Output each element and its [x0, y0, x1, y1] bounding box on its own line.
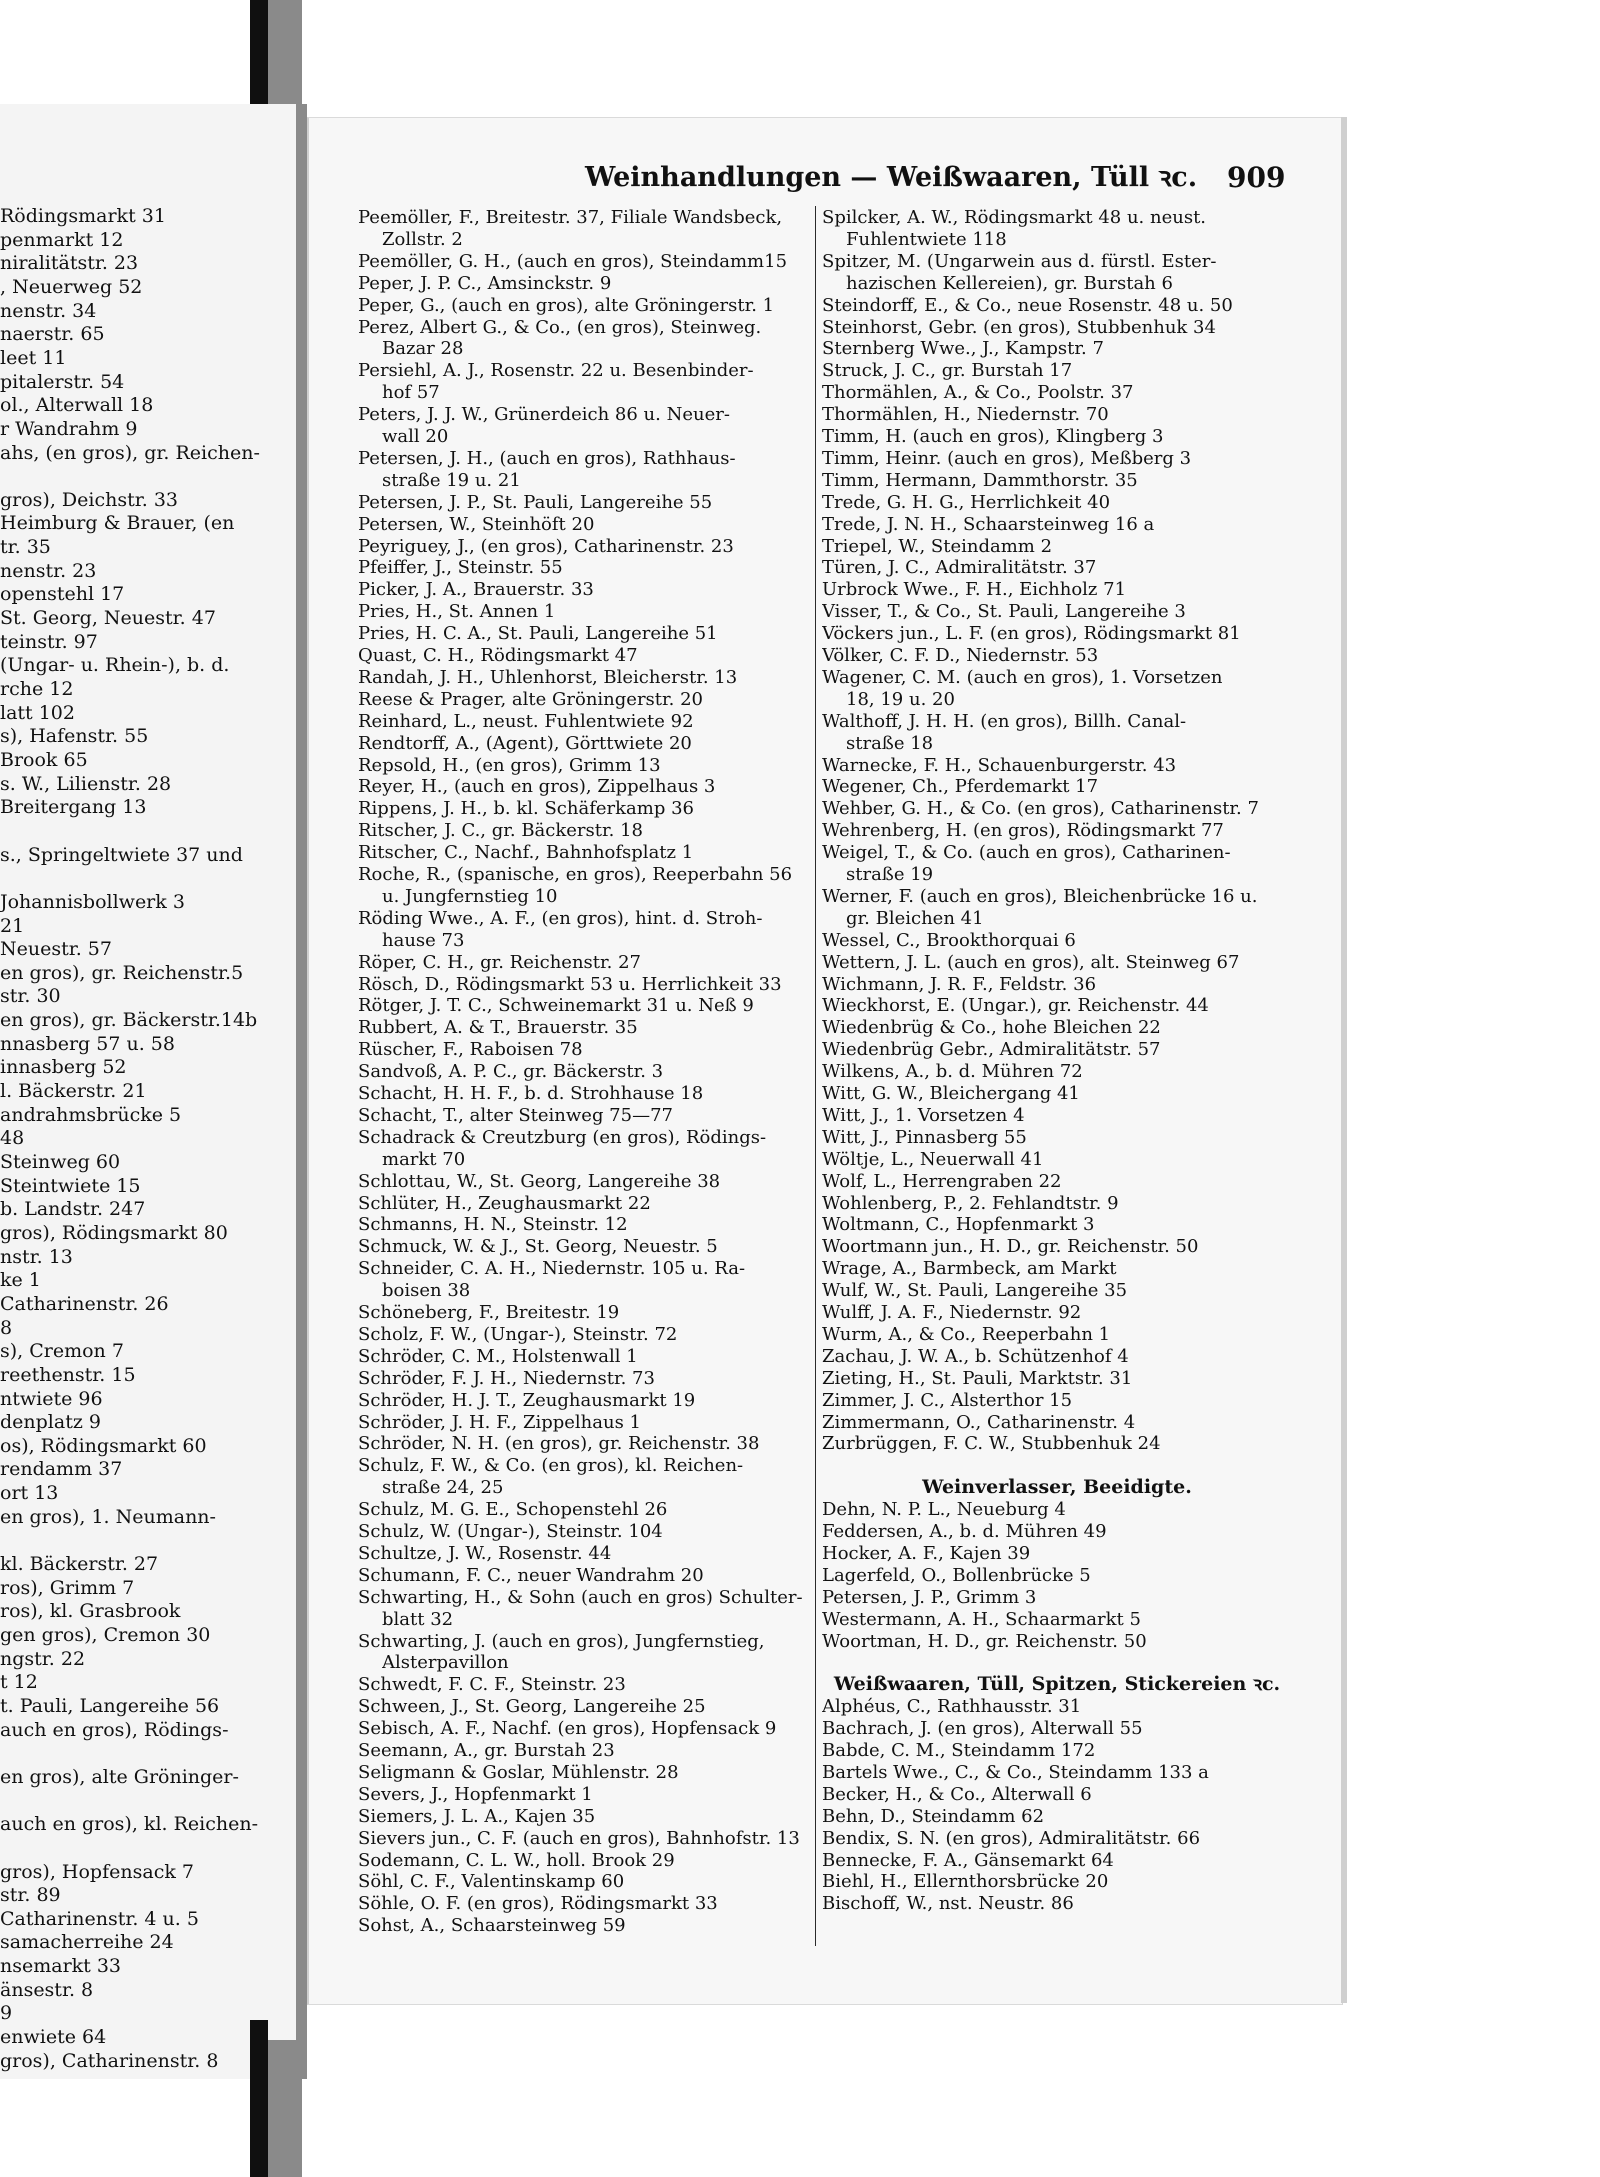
left-page-line: (Ungar- u. Rhein-), b. d.	[0, 654, 230, 677]
directory-entry: Quast, C. H., Rödingsmarkt 47	[358, 645, 638, 666]
directory-entry: Sandvoß, A. P. C., gr. Bäckerstr. 3	[358, 1061, 664, 1083]
directory-entry: Bachrach, J. (en gros), Alterwall 55	[822, 1718, 1143, 1740]
directory-entry: Wolf, L., Herrengraben 22	[822, 1170, 1062, 1192]
directory-entry: Bendix, S. N. (en gros), Admiralitätstr. 66	[822, 1827, 1201, 1849]
left-page-line: nenstr. 34	[0, 299, 97, 322]
directory-entry: Schröder, N. H. (en gros), gr. Reichenstr. 38	[358, 1433, 760, 1455]
left-page-line: Breitergang 13	[0, 796, 147, 819]
left-page-line: t. Pauli, Langereihe 56	[0, 1694, 220, 1717]
left-page-line: ol., Alterwall 18	[0, 394, 154, 417]
left-page-line: samacherreihe 24	[0, 1931, 174, 1954]
left-page-line: Steintwiete 15	[0, 1174, 141, 1197]
directory-entry: Peper, G., (auch en gros), alte Gröningerstr. 1	[358, 294, 775, 316]
left-page-line: en gros), 1. Neumann-	[0, 1505, 216, 1528]
directory-entry: Feddersen, A., b. d. Mühren 49	[822, 1521, 1107, 1542]
directory-entry: Reese & Prager, alte Gröningerstr. 20	[358, 688, 703, 710]
left-page-line: enwiete 64	[0, 2026, 107, 2049]
directory-entry: Steindorff, E., & Co., neue Rosenstr. 48 u. 50	[822, 294, 1233, 316]
directory-entry: Schacht, H. H. F., b. d. Strohhause 18	[358, 1083, 704, 1104]
directory-entry: Sternberg Wwe., J., Kampstr. 7	[822, 338, 1104, 360]
directory-entry: Fuhlentwiete 118	[846, 228, 1007, 250]
directory-entry: Peyriguey, J., (en gros), Catharinenstr. 23	[358, 535, 734, 557]
left-page-line: rche 12	[0, 678, 74, 700]
directory-entry: Thormählen, A., & Co., Poolstr. 37	[822, 382, 1134, 404]
directory-entry: Wehber, G. H., & Co. (en gros), Catharinenstr. 7	[822, 798, 1259, 820]
directory-entry: Wessel, C., Brookthorquai 6	[822, 929, 1076, 951]
left-page-line: Catharinenstr. 26	[0, 1292, 169, 1315]
directory-entry: Petersen, J. P., Grimm 3	[822, 1586, 1037, 1608]
left-page-line: openstehl 17	[0, 583, 125, 606]
directory-entry: Petersen, W., Steinhöft 20	[358, 513, 595, 535]
left-page-line: auch en gros), kl. Reichen-	[0, 1813, 259, 1836]
left-page-line: 8	[0, 1316, 13, 1339]
directory-entry: Zollstr. 2	[382, 228, 463, 250]
directory-entry: Wegener, Ch., Pferdemarkt 17	[822, 776, 1099, 798]
left-page-line: nenstr. 23	[0, 559, 97, 582]
directory-entry: Wöltje, L., Neuerwall 41	[822, 1148, 1044, 1170]
directory-entry: Schulz, F. W., & Co. (en gros), kl. Reichen-	[358, 1455, 744, 1477]
directory-entry: Bazar 28	[382, 338, 464, 360]
directory-entry: Schumann, F. C., neuer Wandrahm 20	[358, 1564, 704, 1586]
directory-entry: Schröder, F. J. H., Niedernstr. 73	[358, 1367, 655, 1389]
directory-entry: Alsterpavillon	[382, 1652, 509, 1674]
left-page-line: Heimburg & Brauer, (en	[0, 512, 235, 535]
left-page-line: Steinweg 60	[0, 1151, 121, 1173]
directory-entry: Schmuck, W. & J., St. Georg, Neuestr. 5	[358, 1236, 718, 1258]
directory-entry: Perez, Albert G., & Co., (en gros), Steinweg.	[358, 316, 762, 338]
directory-entry: Bischoff, W., nst. Neustr. 86	[822, 1893, 1074, 1915]
directory-entry: Trede, G. H. G., Herrlichkeit 40	[822, 491, 1111, 513]
binding-shadow-top	[250, 0, 268, 104]
directory-entry: Dehn, N. P. L., Neueburg 4	[822, 1499, 1066, 1521]
left-page-line: nstr. 13	[0, 1245, 73, 1268]
directory-entry: Wrage, A., Barmbeck, am Markt	[822, 1258, 1117, 1280]
directory-entry: Urbrock Wwe., F. H., Eichholz 71	[822, 579, 1127, 601]
left-page-line: latt 102	[0, 701, 75, 724]
directory-entry: Schlüter, H., Zeughausmarkt 22	[358, 1192, 651, 1214]
column-divider	[815, 206, 816, 1946]
left-page-line: Neuestr. 57	[0, 938, 112, 961]
left-page-line: en gros), gr. Reichenstr.5	[0, 961, 244, 984]
left-page-line: , Neuerweg 52	[0, 275, 143, 298]
left-page-line: s. W., Lilienstr. 28	[0, 772, 172, 795]
left-page-line: s), Cremon 7	[0, 1340, 124, 1363]
directory-entry: Rubbert, A. & T., Brauerstr. 35	[358, 1017, 638, 1039]
directory-entry: Witt, G. W., Bleichergang 41	[822, 1083, 1080, 1104]
page-edge-shadow	[1341, 117, 1347, 2003]
directory-entry: Röper, C. H., gr. Reichenstr. 27	[358, 951, 641, 973]
directory-entry: Pfeiffer, J., Steinstr. 55	[358, 557, 563, 579]
directory-entry: Rüscher, F., Raboisen 78	[358, 1039, 583, 1061]
directory-entry: Türen, J. C., Admiralitätstr. 37	[822, 557, 1097, 579]
left-page-line: s., Springeltwiete 37 und	[0, 843, 243, 866]
directory-entry: Witt, J., Pinnasberg 55	[822, 1126, 1027, 1148]
left-page-line: ahs, (en gros), gr. Reichen-	[0, 441, 260, 464]
directory-entry: Wurm, A., & Co., Reeperbahn 1	[822, 1323, 1111, 1345]
directory-entry: Wulff, J. A. F., Niedernstr. 92	[822, 1302, 1082, 1323]
left-page-line: str. 89	[0, 1884, 61, 1907]
directory-entry: Schadrack & Creutzburg (en gros), Rödings-	[358, 1126, 767, 1148]
left-page-line: en gros), gr. Bäckerstr.14b	[0, 1009, 258, 1032]
binding-gutter-top	[268, 0, 302, 104]
left-page-line: gros), Catharinenstr. 8	[0, 2049, 219, 2072]
directory-entry: Zachau, J. W. A., b. Schützenhof 4	[822, 1345, 1129, 1367]
directory-entry: Pries, H., St. Annen 1	[358, 601, 556, 623]
directory-entry: Sodemann, C. L. W., holl. Brook 29	[358, 1849, 675, 1871]
directory-entry	[822, 1454, 1292, 1477]
directory-entry: Zurbrüggen, F. C. W., Stubbenhuk 24	[822, 1433, 1161, 1455]
directory-entry: Sievers jun., C. F. (auch en gros), Bahnhofstr. 13	[358, 1827, 800, 1849]
directory-entry: Severs, J., Hopfenmarkt 1	[358, 1783, 593, 1805]
directory-column-right	[822, 206, 1292, 1946]
directory-entry: markt 70	[382, 1148, 466, 1170]
left-page-line: 48	[0, 1127, 25, 1150]
directory-entry: Rösch, D., Rödingsmarkt 53 u. Herrlichkeit 33	[358, 973, 782, 995]
directory-entry: Zimmer, J. C., Alsterthor 15	[822, 1389, 1073, 1411]
left-page-line: nsemarkt 33	[0, 1955, 122, 1978]
directory-entry: Scholz, F. W., (Ungar-), Steinstr. 72	[358, 1323, 678, 1345]
left-page-line: t 12	[0, 1671, 38, 1694]
section-heading: Weißwaaren, Tüll, Spitzen, Stickereien ꝛc.	[833, 1673, 1281, 1696]
directory-entry: Zimmermann, O., Catharinenstr. 4	[822, 1411, 1136, 1433]
directory-entry: Westermann, A. H., Schaarmarkt 5	[822, 1608, 1141, 1630]
left-page-line: gros), Deichstr. 33	[0, 488, 178, 511]
directory-entry: boisen 38	[382, 1280, 471, 1302]
left-page-line: b. Landstr. 247	[0, 1198, 146, 1221]
directory-entry: gr. Bleichen 41	[846, 907, 984, 929]
directory-entry: Triepel, W., Steindamm 2	[822, 535, 1053, 557]
directory-entry: straße 19	[846, 864, 934, 885]
directory-entry: wall 20	[382, 426, 449, 447]
left-page-fragment	[0, 104, 296, 2079]
directory-entry: Peemöller, F., Breitestr. 37, Filiale Wandsbeck,	[358, 207, 783, 228]
left-page-line: gros), Rödingsmarkt 80	[0, 1221, 228, 1244]
left-page-line: denplatz 9	[0, 1411, 101, 1434]
directory-entry: Hocker, A. F., Kajen 39	[822, 1542, 1031, 1564]
directory-entry: Söhle, O. F. (en gros), Rödingsmarkt 33	[358, 1893, 718, 1915]
directory-entry: Woortman, H. D., gr. Reichenstr. 50	[822, 1630, 1147, 1652]
directory-entry: Woortmann jun., H. D., gr. Reichenstr. 50	[822, 1236, 1199, 1258]
directory-entry: Wehrenberg, H. (en gros), Rödingsmarkt 77	[822, 820, 1224, 842]
directory-entry: Petersen, J. H., (auch en gros), Rathhaus-	[358, 447, 736, 469]
directory-entry: Randah, J. H., Uhlenhorst, Bleicherstr. 13	[358, 666, 738, 688]
directory-entry: Peters, J. J. W., Grünerdeich 86 u. Neuer-	[358, 404, 730, 426]
left-page-line: reethenstr. 15	[0, 1363, 136, 1386]
directory-entry: Babde, C. M., Steindamm 172	[822, 1740, 1096, 1761]
directory-entry: Wiedenbrüg & Co., hohe Bleichen 22	[822, 1017, 1161, 1039]
directory-entry: Petersen, J. P., St. Pauli, Langereihe 55	[358, 491, 713, 513]
directory-entry: Picker, J. A., Brauerstr. 33	[358, 579, 594, 601]
left-page-line: en gros), alte Gröninger-	[0, 1765, 239, 1788]
directory-entry: Vöckers jun., L. F. (en gros), Rödingsmarkt 81	[822, 623, 1241, 645]
directory-entry: Schween, J., St. Georg, Langereihe 25	[358, 1696, 706, 1718]
directory-entry: Alphéus, C., Rathhausstr. 31	[822, 1696, 1082, 1718]
left-page-line: 9	[0, 2002, 13, 2025]
left-page-line: gen gros), Cremon 30	[0, 1624, 211, 1646]
left-page-line: tr. 35	[0, 536, 51, 559]
directory-entry: Spitzer, M. (Ungarwein aus d. fürstl. Ester-	[822, 250, 1217, 272]
directory-entry: Schröder, H. J. T., Zeughausmarkt 19	[358, 1389, 696, 1411]
directory-entry: hof 57	[382, 382, 440, 404]
left-page-line: 21	[0, 914, 25, 937]
left-page-line: Johannisbollwerk 3	[0, 890, 185, 913]
left-page-line: kl. Bäckerstr. 27	[0, 1553, 159, 1576]
directory-entry: Schröder, C. M., Holstenwall 1	[358, 1345, 638, 1367]
directory-entry: Visser, T., & Co., St. Pauli, Langereihe 3	[822, 601, 1186, 623]
left-page-line: s), Hafenstr. 55	[0, 725, 149, 748]
directory-entry: Wiedenbrüg Gebr., Admiralitätstr. 57	[822, 1039, 1161, 1061]
left-page-line: Catharinenstr. 4 u. 5	[0, 1907, 199, 1930]
directory-entry: Wettern, J. L. (auch en gros), alt. Steinweg 67	[822, 951, 1240, 973]
directory-entry: Rendtorff, A., (Agent), Görttwiete 20	[358, 732, 692, 754]
left-page-line: r Wandrahm 9	[0, 417, 138, 440]
directory-entry: Schulz, M. G. E., Schopenstehl 26	[358, 1499, 668, 1521]
directory-entry: Persiehl, A. J., Rosenstr. 22 u. Besenbinder-	[358, 360, 754, 382]
left-page-line: gros), Hopfensack 7	[0, 1860, 194, 1883]
directory-entry: Witt, J., 1. Vorsetzen 4	[822, 1104, 1025, 1126]
directory-entry	[822, 1651, 1292, 1674]
directory-entry: Siemers, J. L. A., Kajen 35	[358, 1805, 596, 1827]
directory-entry: Bennecke, F. A., Gänsemarkt 64	[822, 1849, 1114, 1871]
left-page-line: ngstr. 22	[0, 1647, 86, 1670]
directory-entry: Sohst, A., Schaarsteinweg 59	[358, 1915, 626, 1937]
directory-entry: Wagener, C. M. (auch en gros), 1. Vorsetzen	[822, 666, 1223, 688]
directory-entry: Struck, J. C., gr. Burstah 17	[822, 360, 1073, 382]
left-page-line: Brook 65	[0, 748, 88, 771]
left-page-line: änsestr. 8	[0, 1978, 94, 2001]
directory-entry: Timm, H. (auch en gros), Klingberg 3	[822, 426, 1164, 447]
binding-shadow-bottom	[250, 2020, 268, 2177]
directory-entry: 18, 19 u. 20	[846, 688, 955, 710]
directory-entry: Becker, H., & Co., Alterwall 6	[822, 1783, 1092, 1805]
left-page-line: auch en gros), Rödings-	[0, 1718, 229, 1741]
section-heading: Weinverlasser, Beeidigte.	[922, 1476, 1192, 1499]
directory-entry: Schöneberg, F., Breitestr. 19	[358, 1302, 620, 1323]
left-page-line: naerstr. 65	[0, 323, 105, 346]
directory-entry: Warnecke, F. H., Schauenburgerstr. 43	[822, 754, 1177, 776]
directory-entry: Seligmann & Goslar, Mühlenstr. 28	[358, 1761, 679, 1783]
directory-entry: Reyer, H., (auch en gros), Zippelhaus 3	[358, 776, 716, 798]
directory-entry: Schmanns, H. N., Steinstr. 12	[358, 1214, 628, 1236]
left-page-line: niralitätstr. 23	[0, 252, 139, 275]
left-page-line: innasberg 52	[0, 1056, 127, 1079]
directory-entry: Peper, J. P. C., Amsinckstr. 9	[358, 272, 612, 294]
directory-entry: hause 73	[382, 929, 465, 951]
left-page-line: teinstr. 97	[0, 630, 98, 653]
directory-entry: Röding Wwe., A. F., (en gros), hint. d. Stroh-	[358, 907, 763, 929]
directory-entry: Timm, Heinr. (auch en gros), Meßberg 3	[822, 447, 1192, 469]
page-number: 909	[1227, 161, 1286, 194]
directory-entry: u. Jungfernstieg 10	[382, 885, 558, 907]
left-page-line: l. Bäckerstr. 21	[0, 1080, 147, 1103]
directory-entry: Wohlenberg, P., 2. Fehlandtstr. 9	[822, 1192, 1119, 1214]
left-page-line: os), Rödingsmarkt 60	[0, 1434, 207, 1457]
directory-entry: Zieting, H., St. Pauli, Marktstr. 31	[822, 1367, 1133, 1389]
left-page-line: leet 11	[0, 346, 67, 369]
directory-entry: straße 18	[846, 732, 934, 754]
directory-entry: Roche, R., (spanische, en gros), Reeperbahn 56	[358, 864, 793, 885]
directory-entry: Wieckhorst, E. (Ungar.), gr. Reichenstr. 44	[822, 995, 1209, 1017]
directory-entry: Völker, C. F. D., Niedernstr. 53	[822, 645, 1099, 666]
left-page-line: pitalerstr. 54	[0, 370, 125, 393]
directory-entry: Thormählen, H., Niedernstr. 70	[822, 404, 1109, 426]
directory-entry: Timm, Hermann, Dammthorstr. 35	[822, 469, 1138, 491]
directory-entry: Ritscher, J. C., gr. Bäckerstr. 18	[358, 820, 643, 842]
left-page-line: nnasberg 57 u. 58	[0, 1032, 175, 1055]
directory-entry: blatt 32	[382, 1608, 454, 1630]
left-page-line: str. 30	[0, 985, 61, 1008]
directory-entry: Wulf, W., St. Pauli, Langereihe 35	[822, 1280, 1128, 1302]
directory-entry: Söhl, C. F., Valentinskamp 60	[358, 1871, 625, 1893]
left-page-line: ke 1	[0, 1269, 41, 1292]
left-page-line: ntwiete 96	[0, 1387, 103, 1410]
left-page-line: ort 13	[0, 1482, 59, 1505]
directory-entry: Wilkens, A., b. d. Mühren 72	[822, 1061, 1083, 1083]
left-page-line: rendamm 37	[0, 1458, 123, 1481]
directory-entry: Trede, J. N. H., Schaarsteinweg 16 a	[822, 513, 1155, 535]
directory-entry: Schulz, W. (Ungar-), Steinstr. 104	[358, 1521, 663, 1542]
left-page-line: andrahmsbrücke 5	[0, 1103, 182, 1126]
directory-entry: Peemöller, G. H., (auch en gros), Steindamm15	[358, 250, 788, 272]
left-page-line: penmarkt 12	[0, 228, 124, 251]
directory-entry: Ritscher, C., Nachf., Bahnhofsplatz 1	[358, 842, 694, 864]
directory-entry: hazischen Kellereien), gr. Burstah 6	[846, 272, 1173, 294]
directory-entry: Walthoff, J. H. H. (en gros), Billh. Canal-	[822, 710, 1187, 732]
directory-entry: Steinhorst, Gebr. (en gros), Stubbenhuk 34	[822, 316, 1216, 338]
directory-column-left	[358, 206, 814, 1946]
directory-entry: Weigel, T., & Co. (auch en gros), Catharinen-	[822, 842, 1231, 864]
directory-entry: Woltmann, C., Hopfenmarkt 3	[822, 1214, 1095, 1236]
directory-entry: straße 19 u. 21	[382, 469, 521, 491]
directory-entry: Bartels Wwe., C., & Co., Steindamm 133 a	[822, 1761, 1209, 1783]
directory-entry: Sebisch, A. F., Nachf. (en gros), Hopfensack 9	[358, 1718, 777, 1740]
binding-gutter	[296, 104, 307, 2079]
directory-entry: Spilcker, A. W., Rödingsmarkt 48 u. neust.	[822, 207, 1207, 228]
directory-entry: Biehl, H., Ellernthorsbrücke 20	[822, 1871, 1109, 1893]
running-header: Weinhandlungen — Weißwaaren, Tüll ꝛc.	[585, 162, 1198, 193]
directory-entry: Wichmann, J. R. F., Feldstr. 36	[822, 973, 1097, 995]
directory-entry: Werner, F. (auch en gros), Bleichenbrücke 16 u.	[822, 885, 1258, 907]
directory-entry: Pries, H. C. A., St. Pauli, Langereihe 51	[358, 623, 718, 645]
directory-entry: Schacht, T., alter Steinweg 75—77	[358, 1104, 673, 1126]
directory-entry: Schneider, C. A. H., Niedernstr. 105 u. Ra-	[358, 1258, 746, 1280]
left-page-line: ros), Grimm 7	[0, 1576, 135, 1599]
directory-entry: Schlottau, W., St. Georg, Langereihe 38	[358, 1170, 721, 1192]
directory-entry: Behn, D., Steindamm 62	[822, 1805, 1045, 1827]
left-page-line: Rödingsmarkt 31	[0, 205, 166, 227]
directory-entry: Schultze, J. W., Rosenstr. 44	[358, 1542, 612, 1564]
directory-entry: Schwarting, J. (auch en gros), Jungfernstieg,	[358, 1630, 765, 1652]
directory-entry: Rötger, J. T. C., Schweinemarkt 31 u. Neß 9	[358, 995, 754, 1017]
directory-entry: Seemann, A., gr. Burstah 23	[358, 1740, 615, 1761]
directory-entry: Schröder, J. H. F., Zippelhaus 1	[358, 1411, 641, 1433]
directory-entry: Lagerfeld, O., Bollenbrücke 5	[822, 1564, 1091, 1586]
directory-entry: straße 24, 25	[382, 1477, 504, 1499]
left-page-line: St. Georg, Neuestr. 47	[0, 607, 216, 630]
directory-entry: Reinhard, L., neust. Fuhlentwiete 92	[358, 710, 694, 732]
directory-entry: Rippens, J. H., b. kl. Schäferkamp 36	[358, 798, 694, 820]
directory-entry: Schwedt, F. C. F., Steinstr. 23	[358, 1674, 626, 1696]
directory-entry: Schwarting, H., & Sohn (auch en gros) Schulter-	[358, 1586, 803, 1608]
directory-entry: Repsold, H., (en gros), Grimm 13	[358, 754, 661, 776]
left-page-line: ros), kl. Grasbrook	[0, 1600, 181, 1623]
